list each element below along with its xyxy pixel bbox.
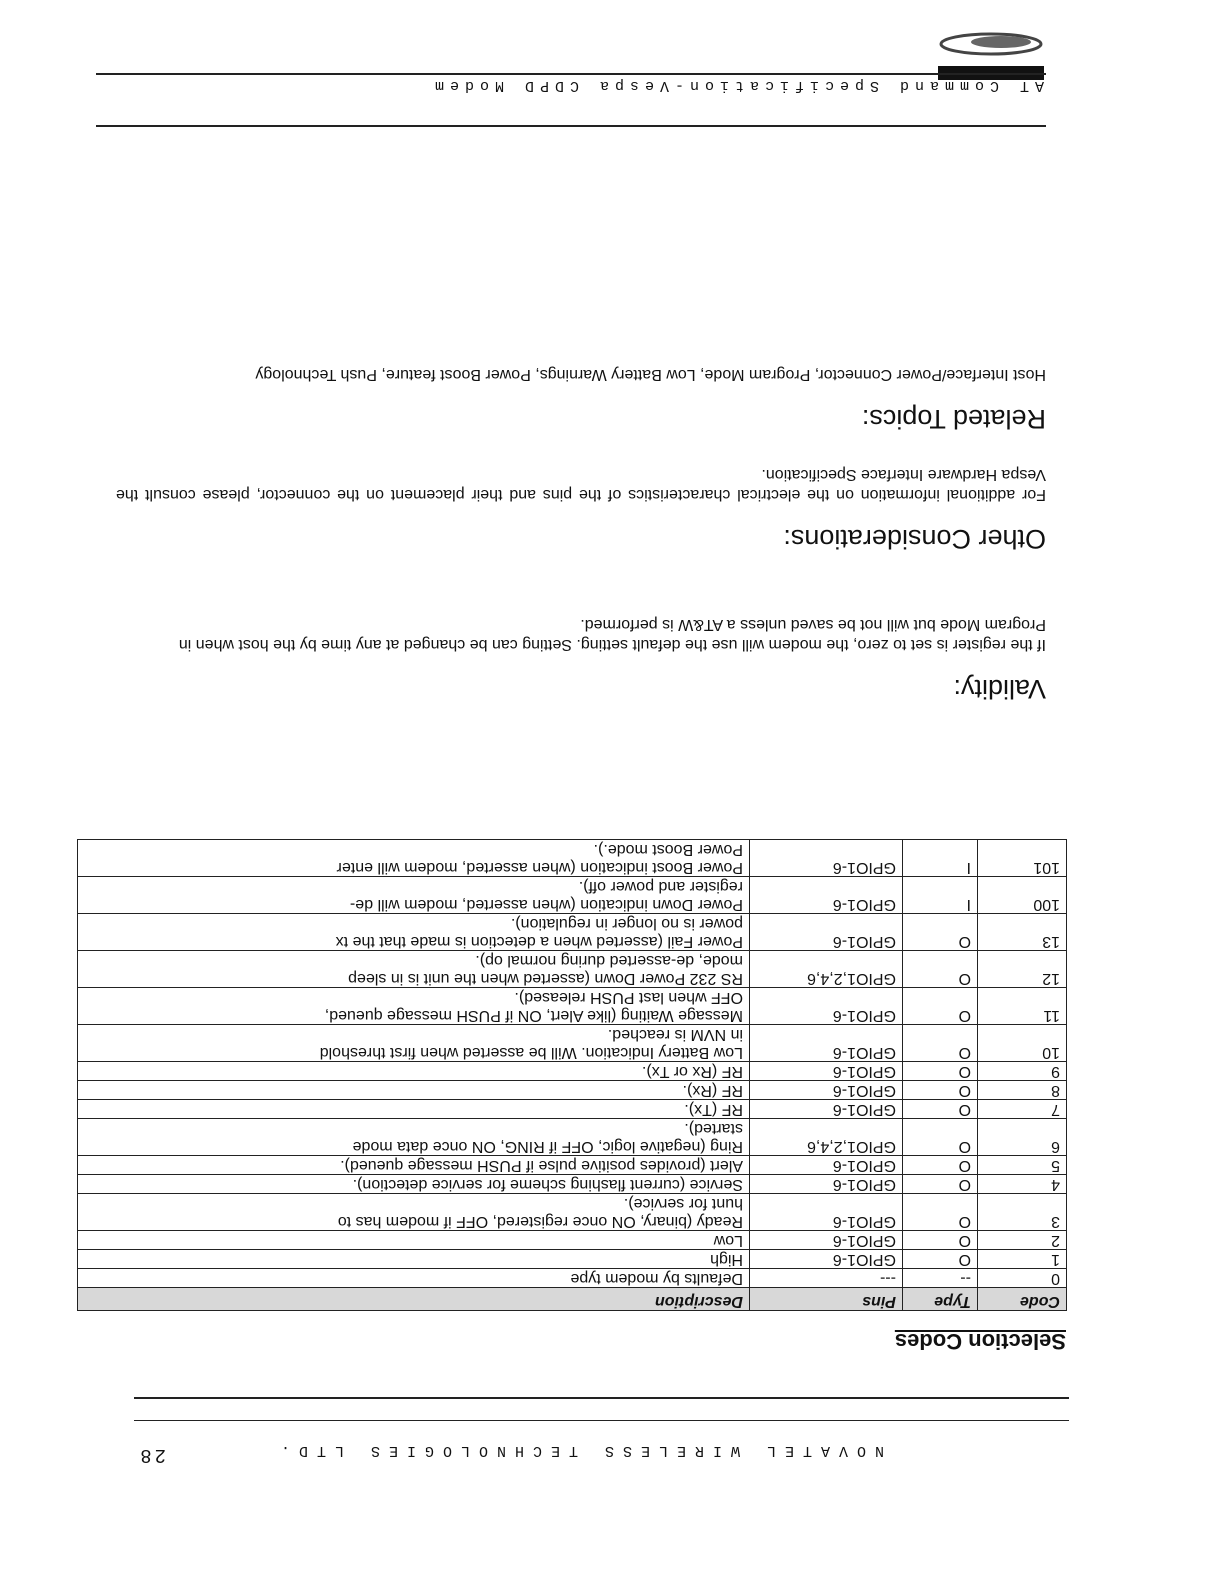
cell-description [78,914,750,951]
cell-code: 12 [978,951,1067,988]
col-header-code: Code [978,1288,1067,1311]
description-line: RS 232 Power Down (asserted when the unit is in sleep [348,970,743,987]
table-row [78,988,1067,1025]
cell-code: 5 [978,1156,1067,1175]
cell-pins: GPIO1-6 [750,988,903,1025]
cell-code: 101 [978,840,1067,877]
cell-pins: GPIO1-6 [750,877,903,914]
cell-description [78,1081,750,1100]
cell-description [78,1231,750,1250]
table-row [78,1269,1067,1288]
cell-type: O [903,951,978,988]
cell-code: 8 [978,1081,1067,1100]
cell-type: O [903,1175,978,1194]
cell-code: 4 [978,1175,1067,1194]
cell-code: 10 [978,1025,1067,1062]
header-rule-bottom [96,73,1046,75]
cell-pins: GPIO1-6 [750,914,903,951]
description-line: mode, de-asserted during normal op). [475,952,743,969]
description-line: Service (current flashing scheme for service detection). [352,1176,743,1193]
other-considerations-heading: Other Considerations: [783,524,1046,554]
cell-type: O [903,1062,978,1081]
novatel-logo [934,26,1046,84]
cell-type: O [903,1081,978,1100]
col-header-pins: Pins [750,1288,903,1311]
cell-description [78,951,750,988]
cell-pins: GPIO1-6 [750,1231,903,1250]
description-line: power is no longer in regulation). [510,915,743,932]
footer-company: NOVATEL WIRELESS TECHNOLOGIES LTD. [271,1442,884,1459]
cell-code: 1 [978,1250,1067,1269]
description-line: Low [713,1232,743,1249]
description-line: OFF when last PUSH released). [514,989,743,1006]
description-line: register and power off). [578,878,743,895]
cell-description [78,1119,750,1156]
related-topics-text: Host Interface/Power Connector, Program Mode, Low Battery Warnings, Power Boost feature, Push Technology [255,366,1046,383]
related-topics-heading: Related Topics: [861,404,1046,434]
description-line: Power Boost mode.). [593,841,743,858]
cell-description [78,1100,750,1119]
description-line: Defaults by modem type [570,1270,743,1287]
table-row [78,1231,1067,1250]
cell-description [78,1194,750,1231]
other-considerations-text: For additional information on the electrical characteristics of the pins and their placement on the connector, please consult the Vespa Hardware Interface Specification. [116,466,1046,503]
cell-pins: GPIO1,2,4,6 [750,951,903,988]
table-row [78,1194,1067,1231]
description-line: RF (Rx or Tx). [641,1063,743,1080]
cell-type: -- [903,1269,978,1288]
description-line: Power Down indication (when asserted, modem will de- [349,896,743,913]
cell-pins: GPIO1-6 [750,1156,903,1175]
table-row [78,1119,1067,1156]
description-line: RF (Rx). [682,1082,743,1099]
table-row [78,1100,1067,1119]
cell-type: O [903,1194,978,1231]
description-line: Ready (binary, ON once registered, OFF if modem has to [337,1213,743,1230]
cell-type: O [903,1100,978,1119]
table-row [78,1175,1067,1194]
col-header-type: Type [903,1288,978,1311]
header-title: AT Command Specification-Vespa CDPD Modem [428,77,1044,94]
table-row [78,1250,1067,1269]
cell-pins: GPIO1-6 [750,1175,903,1194]
table-row [78,840,1067,877]
header-rule-top [96,125,1046,127]
description-line: High [710,1251,743,1268]
table-row [78,1081,1067,1100]
cell-pins: GPIO1-6 [750,840,903,877]
cell-type: I [903,840,978,877]
col-header-description: Description [78,1288,750,1311]
cell-code: 3 [978,1194,1067,1231]
validity-text: If the register is set to zero, the modem will use the default setting. Setting can be changed at any time by the host when in Program Mode but will not be saved unless a AT&W is performed. [178,616,1046,653]
description-line: Ring (negative logic, OFF if RING, ON once data mode [352,1138,743,1155]
cell-code: 2 [978,1231,1067,1250]
cell-pins: GPIO1-6 [750,1100,903,1119]
description-line: started). [684,1120,743,1137]
table-header-row [78,1288,1067,1311]
description-line: hunt for service). [623,1195,743,1212]
cell-description [78,1250,750,1269]
description-line: Power Boost indication (when asserted, modem will enter [336,859,743,876]
footer-rule-top [134,1397,1069,1399]
cell-type: O [903,988,978,1025]
table-row [78,1025,1067,1062]
cell-code: 0 [978,1269,1067,1288]
cell-type: O [903,1025,978,1062]
cell-description [78,840,750,877]
cell-type: O [903,1231,978,1250]
footer-rule-bottom [134,1420,1069,1421]
selection-codes-table [77,839,1067,1311]
table-row [78,1156,1067,1175]
table-row [78,951,1067,988]
cell-code: 13 [978,914,1067,951]
cell-code: 6 [978,1119,1067,1156]
cell-type: O [903,1250,978,1269]
description-line: Message Waiting (like Alert, ON if PUSH message queued, [324,1007,743,1024]
cell-type: I [903,877,978,914]
selection-codes-heading: Selection Codes [894,1329,1066,1354]
description-line: in NVM is reached. [607,1026,743,1043]
cell-description [78,1156,750,1175]
cell-code: 7 [978,1100,1067,1119]
table-row [78,914,1067,951]
description-line: Alert (provides positive pulse if PUSH message queued). [340,1157,743,1174]
cell-pins: GPIO1-6 [750,1081,903,1100]
page-number: 28 [137,1444,166,1466]
cell-pins: --- [750,1269,903,1288]
cell-pins: GPIO1-6 [750,1062,903,1081]
cell-type: O [903,1119,978,1156]
table-row [78,877,1067,914]
description-line: Power Fail (asserted when a detection is made that the tx [335,933,743,950]
cell-description [78,988,750,1025]
table-row [78,1062,1067,1081]
cell-description [78,1062,750,1081]
cell-description [78,1175,750,1194]
cell-code: 100 [978,877,1067,914]
cell-pins: GPIO1-6 [750,1250,903,1269]
cell-description [78,1025,750,1062]
cell-pins: GPIO1-6 [750,1194,903,1231]
cell-description [78,877,750,914]
validity-heading: Validity: [953,674,1046,704]
cell-pins: GPIO1-6 [750,1025,903,1062]
cell-pins: GPIO1,2,4,6 [750,1119,903,1156]
cell-type: O [903,1156,978,1175]
cell-type: O [903,914,978,951]
cell-code: 11 [978,988,1067,1025]
description-line: Low Battery Indication. Will be asserted when first threshold [319,1044,743,1061]
description-line: RF (Tx). [684,1101,743,1118]
cell-code: 9 [978,1062,1067,1081]
cell-description [78,1269,750,1288]
